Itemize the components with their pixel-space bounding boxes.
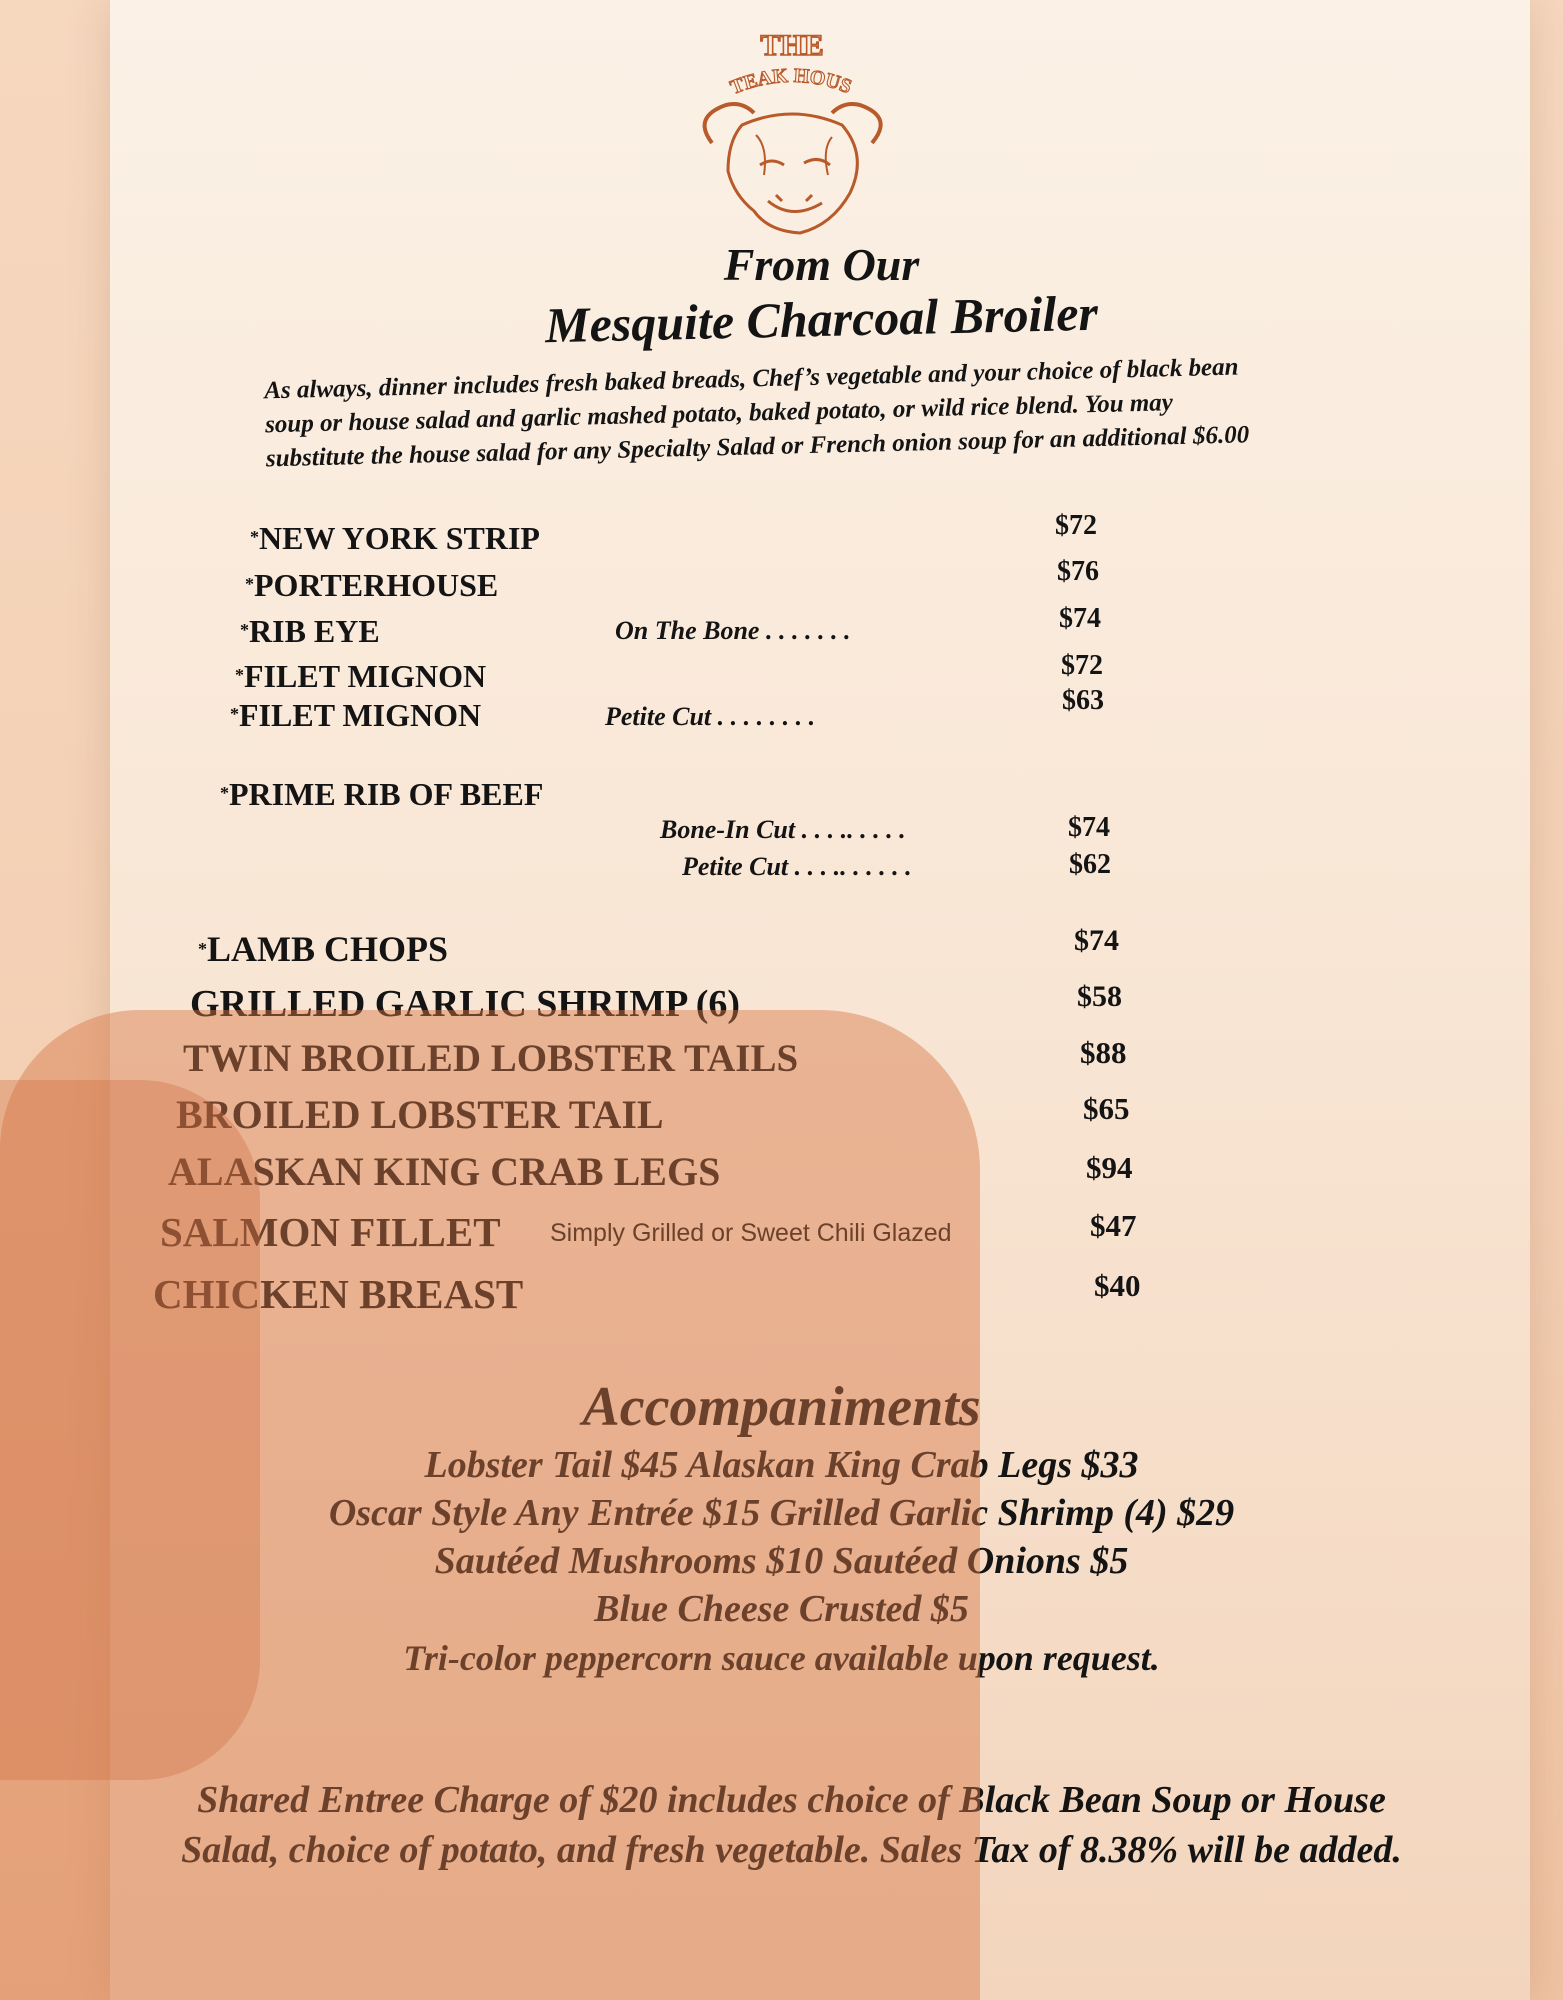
accompaniment-line: Oscar Style Any Entrée $15 Grilled Garlic Shrimp (4) $29 — [328, 1492, 1235, 1534]
item-name: FILET MIGNON — [239, 697, 482, 733]
item-price: $74 — [1059, 603, 1101, 634]
item-marker: * — [220, 783, 229, 803]
menu-item — [220, 776, 543, 813]
menu-item — [245, 567, 498, 604]
item-price: $76 — [1057, 556, 1099, 587]
shared-entree-note-line2: Salad, choice of potato, and fresh vegetable. Sales Tax of 8.38% will be added. — [181, 1829, 1402, 1871]
shared-entree-note-line1: Shared Entree Charge of $20 includes choice of Black Bean Soup or House — [197, 1779, 1386, 1821]
item-price: $47 — [1090, 1208, 1137, 1243]
item-note: Simply Grilled or Sweet Chili Glazed — [550, 1219, 952, 1247]
item-name: LAMB CHOPS — [207, 929, 449, 969]
accompaniment-line: Blue Cheese Crusted $5 — [594, 1588, 969, 1630]
dinner-includes-note: As always, dinner includes fresh baked breads, Chef’s vegetable and your choice of black bean soup or house salad and garlic mashed potato, baked potato, or wild rice blend. You may substitute the house salad for any Specialty Salad or French onion soup for an additional $6.00 — [263, 353, 1250, 473]
item-note: Petite Cut . . . . . . . . — [605, 702, 816, 731]
accompaniment-line: Sautéed Mushrooms $10 Sautéed Onions $5 — [434, 1540, 1129, 1582]
item-price: $58 — [1077, 980, 1122, 1013]
menu-title-line1: From Our — [723, 239, 920, 290]
item-name: ALASKAN KING CRAB LEGS — [168, 1149, 721, 1194]
item-price: $88 — [1080, 1035, 1127, 1070]
item-name: PORTERHOUSE — [254, 567, 499, 603]
item-price: $94 — [1086, 1150, 1133, 1185]
item-note: On The Bone . . . . . . . — [615, 616, 851, 645]
item-name: RIB EYE — [249, 613, 380, 649]
menu-item — [240, 613, 380, 650]
item-price: $72 — [1061, 650, 1103, 681]
item-name: CHICKEN BREAST — [153, 1271, 524, 1317]
menu-title-line2: Mesquite Charcoal Broiler — [544, 284, 1099, 354]
item-name: BROILED LOBSTER TAIL — [176, 1092, 664, 1137]
item-price: $62 — [1069, 849, 1111, 880]
item-price: $63 — [1062, 685, 1104, 716]
svg-text:STEAK HOUSE: TEAK HOUS — [727, 64, 855, 99]
item-marker: * — [240, 620, 249, 640]
prime-rib-cut-note: Bone-In Cut . . . .. . . . . — [660, 815, 906, 844]
item-name: FILET MIGNON — [244, 658, 487, 694]
item-price: $74 — [1074, 924, 1119, 957]
accompaniment-line: Lobster Tail $45 Alaskan King Crab Legs $33 — [424, 1444, 1139, 1486]
menu-item — [250, 520, 540, 557]
item-price: $74 — [1068, 812, 1110, 843]
hand-shadow-edge — [0, 1080, 260, 1780]
prime-rib-cut-note: Petite Cut . . . .. . . . . . — [682, 852, 912, 881]
item-marker: * — [230, 704, 239, 724]
item-name: PRIME RIB OF BEEF — [229, 776, 544, 812]
item-name: TWIN BROILED LOBSTER TAILS — [183, 1037, 799, 1080]
accompaniment-line: Tri-color peppercorn sauce available upon request. — [403, 1638, 1160, 1678]
item-name: GRILLED GARLIC SHRIMP (6) — [190, 983, 740, 1025]
item-marker: * — [198, 939, 207, 959]
svg-text:THE: THE — [760, 29, 824, 62]
item-marker: * — [250, 527, 259, 547]
menu-item — [198, 928, 448, 970]
item-marker: * — [235, 665, 244, 685]
bull-head-icon — [672, 25, 912, 240]
menu-item — [230, 697, 481, 734]
accompaniments-heading: Accompaniments — [582, 1376, 981, 1438]
item-name: SALMON FILLET — [160, 1209, 501, 1255]
item-price: $72 — [1055, 510, 1097, 541]
menu-item — [235, 658, 486, 695]
item-price: $65 — [1083, 1091, 1130, 1126]
item-name: NEW YORK STRIP — [259, 520, 540, 556]
item-marker: * — [245, 574, 254, 594]
item-price: $40 — [1094, 1268, 1141, 1303]
steakhouse-logo — [672, 25, 912, 240]
